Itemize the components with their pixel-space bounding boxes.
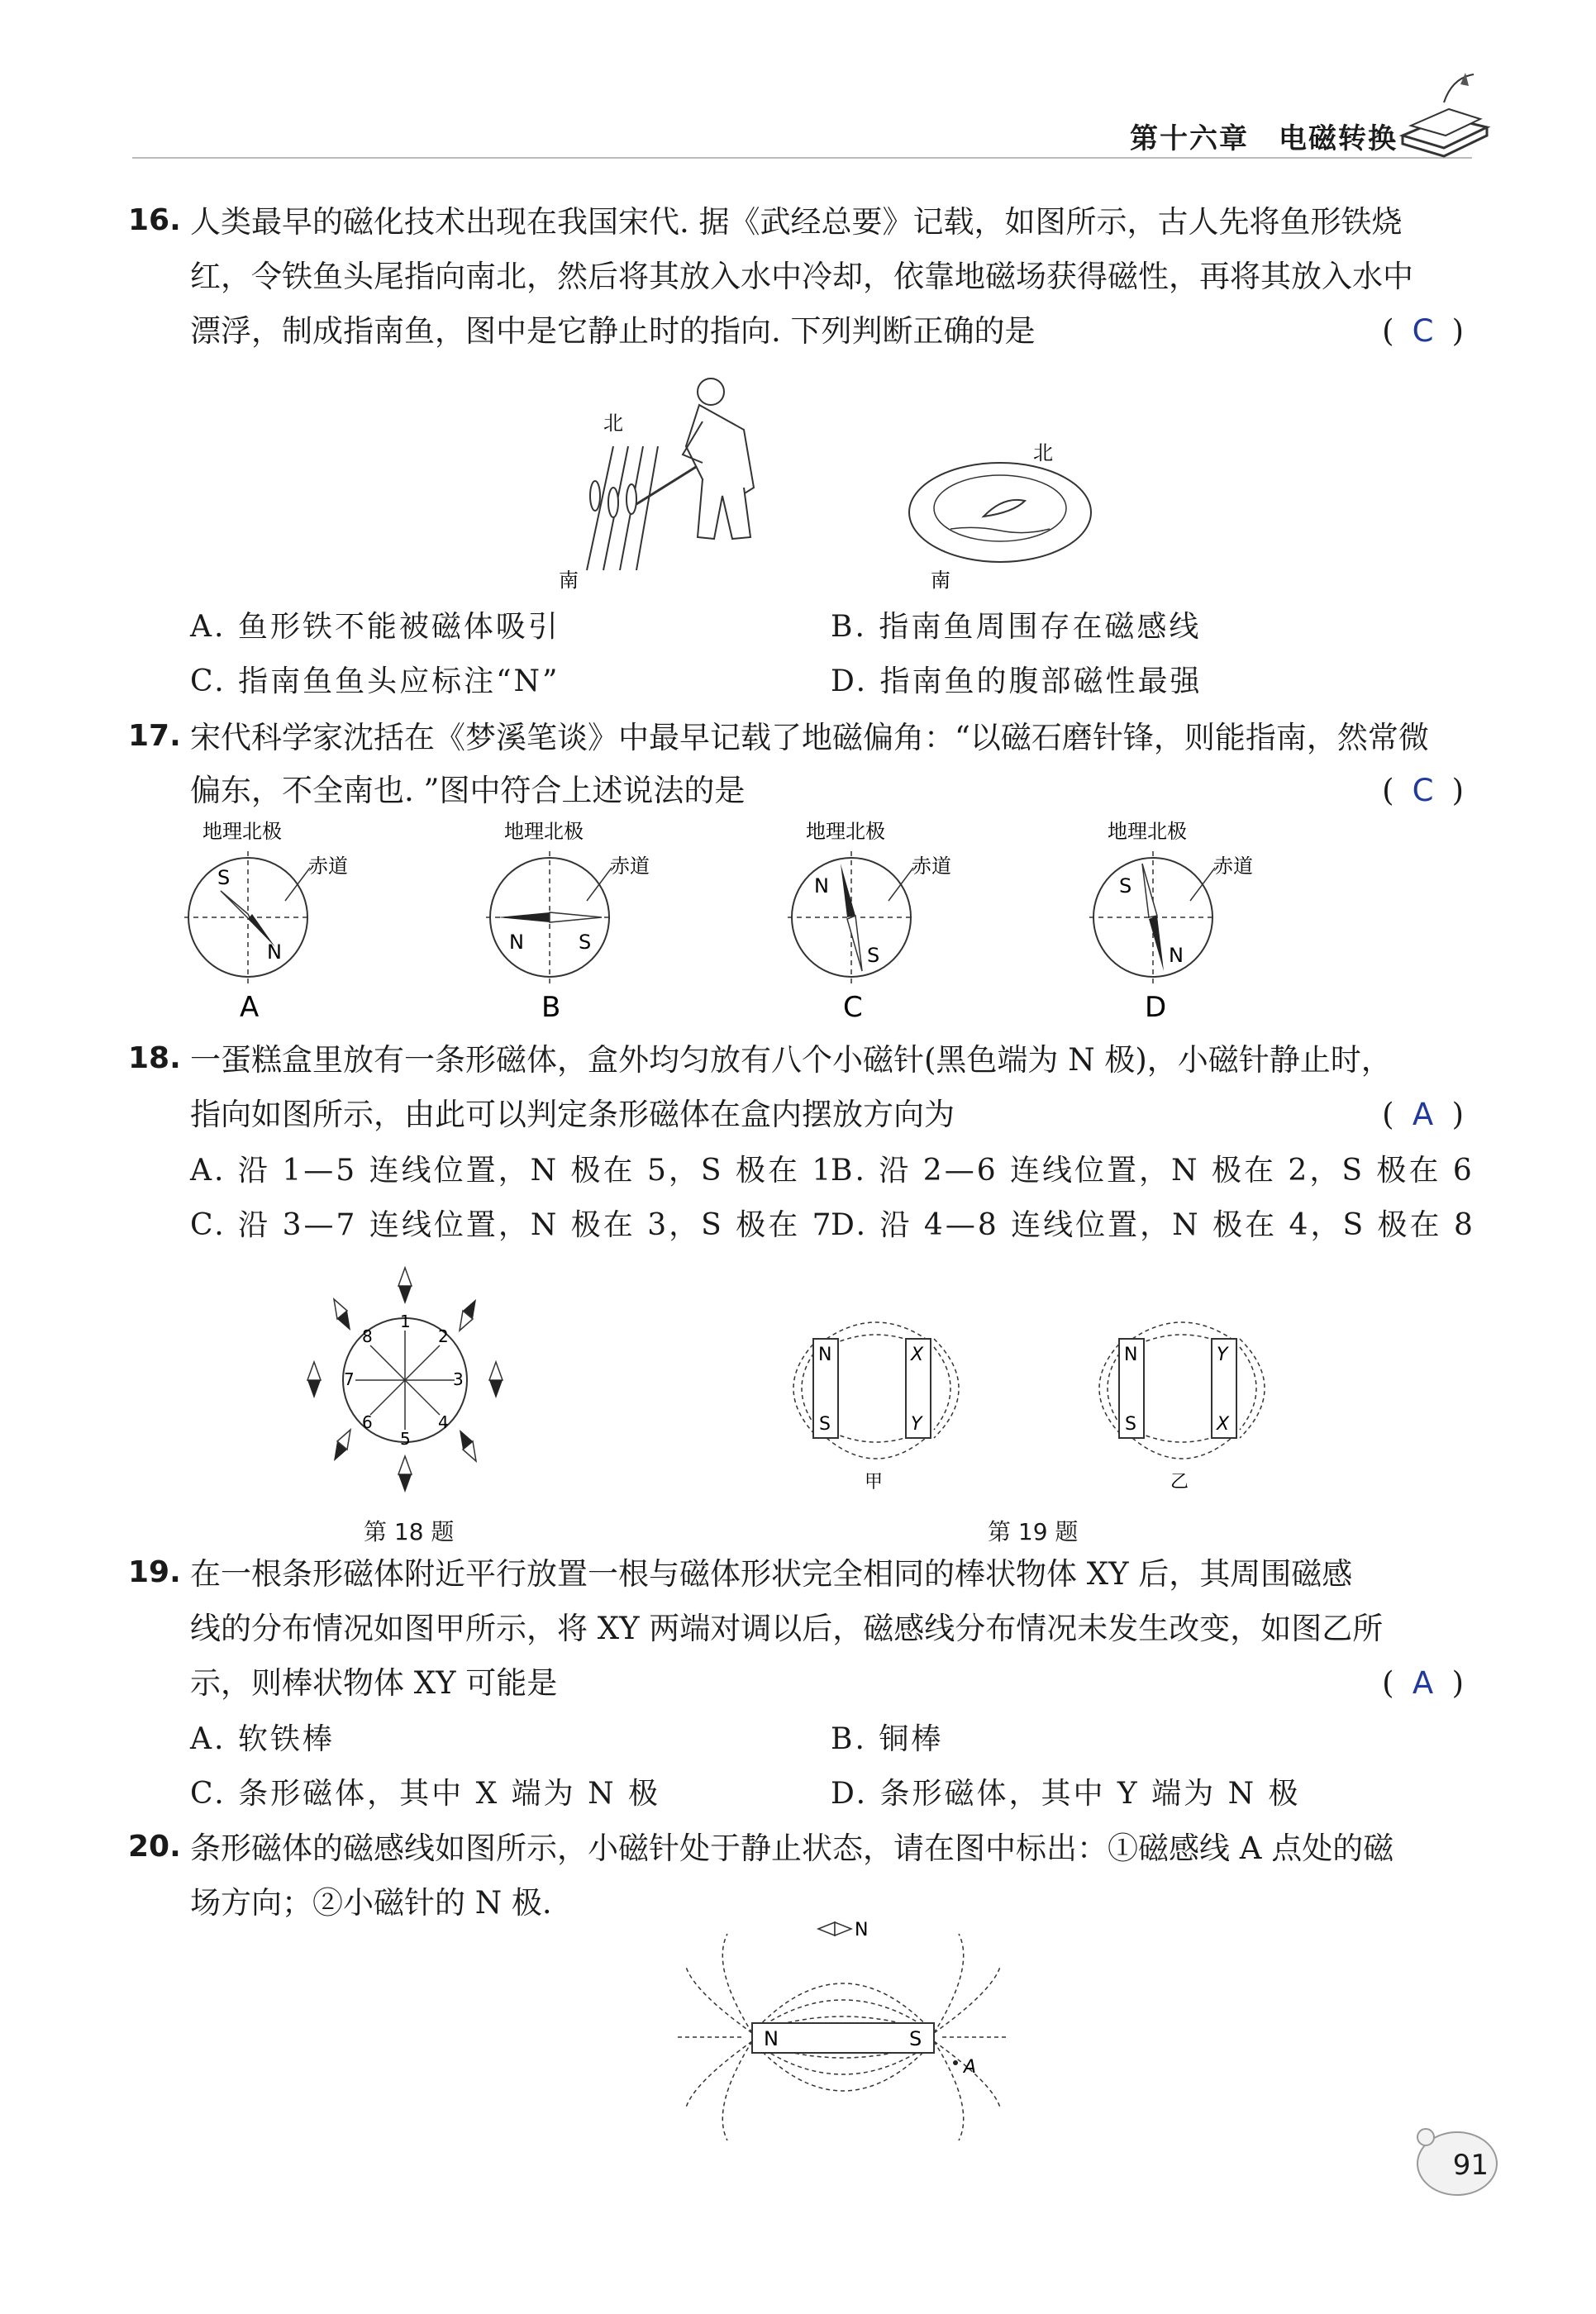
q19-jia-x: X [911,1345,924,1365]
question-19-line-3: 示，则棒状物体 XY 可能是 [190,1665,558,1701]
q18-needle-bottom-left [334,1430,350,1461]
q19-jia-s: S [819,1414,831,1435]
question-19-answer-letter: A [1412,1665,1434,1701]
q18-caption: 第 18 题 [364,1518,455,1545]
question-16-number: 16. [128,203,181,237]
q19-jia-label: 甲 [865,1472,884,1493]
q17-a-s-label: S [217,866,231,889]
question-16-option-d: D. 指南鱼的腹部磁性最强 [831,664,1203,698]
q17-b-n-label: N [509,931,524,954]
question-19-answer: ( A ) [1382,1656,1464,1711]
question-16-line-3: 漂浮，制成指南鱼，图中是它静止时的指向. 下列判断正确的是 [190,313,1036,349]
q16-south-label: 南 [559,569,579,592]
q18-needle-top-right [460,1299,476,1331]
q20-magnet-n: N [764,2027,779,2050]
q17-d-equator-label: 赤道 [1213,855,1253,878]
q18-num-3: 3 [453,1369,464,1389]
q17-compass-a [178,818,368,1025]
question-18-number: 18. [128,1041,181,1075]
question-17-number: 17. [128,719,181,753]
q20-label-a: A [964,2057,977,2078]
question-16-option-a: A. 鱼形铁不能被磁体吸引 [190,610,560,644]
q19-yi-y: Y [1217,1345,1228,1365]
q16-bowl-north-label: 北 [1033,441,1053,464]
question-19-option-a: A. 软铁棒 [190,1722,335,1756]
q19-yi-x: X [1217,1414,1230,1435]
q20-small-needle [818,1922,851,1935]
question-17-line-2: 偏东，不全南也. ”图中符合上述说法的是 [190,773,746,808]
q18-needle-top [398,1268,412,1304]
q17-d-pole-label: 地理北极 [1108,820,1187,843]
question-16-answer: ( C ) [1382,304,1464,359]
question-19-option-c: C. 条形磁体，其中 X 端为 N 极 [190,1777,661,1811]
question-19-option-b: B. 铜棒 [831,1722,944,1756]
q18-needle-bottom [398,1456,412,1493]
question-18-line-2: 指向如图所示，由此可以判定条形磁体在盒内摆放方向为 [190,1097,955,1132]
q17-d-n-label: N [1169,944,1184,967]
q16-figure-fish-cooling [537,364,851,603]
q17-c-pole-label: 地理北极 [806,820,885,843]
q17-d-letter: D [1145,991,1167,1024]
q16-north-label: 北 [603,412,623,435]
chapter-title: 第十六章 电磁转换 [1130,122,1398,155]
question-17-line-1: 宋代科学家沈括在《梦溪笔谈》中最早记载了地磁偏角：“以磁石磨针锋，则能指南，然常微 [190,720,1429,755]
q17-a-letter: A [240,991,260,1024]
q19-figure-jia [769,1314,984,1496]
question-18-answer: ( A ) [1382,1088,1464,1142]
q18-needle-right [489,1362,503,1398]
q17-compass-b [479,818,669,1025]
question-18-option-d: D. 沿 4—8 连线位置，N 极在 4，S 极在 8 [831,1208,1475,1242]
question-16-line-1: 人类最早的磁化技术出现在我国宋代. 据《武经总要》记载，如图所示，古人先将鱼形铁烧 [190,204,1403,240]
q17-c-letter: C [843,991,863,1024]
q18-num-6: 6 [362,1412,373,1432]
q17-b-letter: B [541,991,561,1024]
q18-num-5: 5 [400,1429,411,1449]
question-18-option-a: A. 沿 1—5 连线位置，N 极在 5，S 极在 1 [190,1154,834,1188]
question-17-answer-letter: C [1412,773,1434,808]
question-16-line-2: 红，令铁鱼头尾指向南北，然后将其放入水中冷却，依靠地磁场获得磁性，再将其放入水中 [190,259,1413,294]
question-20-line-1: 条形磁体的磁感线如图所示，小磁针处于静止状态，请在图中标出：①磁感线 A 点处的磁 [190,1831,1394,1866]
q17-c-equator-label: 赤道 [912,855,951,878]
q17-a-equator-label: 赤道 [308,855,348,878]
q19-jia-n: N [818,1345,832,1365]
q18-num-1: 1 [400,1312,411,1331]
question-16-option-c: C. 指南鱼鱼头应标注“N” [190,664,560,698]
q17-c-n-label: N [814,874,829,898]
q17-a-pole-label: 地理北极 [202,820,282,843]
q17-a-n-label: N [267,940,282,964]
q17-b-equator-label: 赤道 [610,855,650,878]
q16-figure-bowl [901,438,1099,595]
q19-jia-y: Y [911,1414,922,1435]
q20-magnet-s: S [909,2027,922,2050]
q18-num-7: 7 [344,1369,355,1389]
question-20-line-2: 场方向；②小磁针的 N 极. [190,1885,552,1921]
question-19-line-2: 线的分布情况如图甲所示，将 XY 两端对调以后，磁感线分布情况未发生改变，如图乙所 [190,1611,1384,1646]
q17-d-s-label: S [1119,874,1132,898]
q17-b-pole-label: 地理北极 [504,820,584,843]
q19-figure-yi [1074,1314,1289,1496]
q17-compass-c [781,818,971,1025]
question-18-answer-letter: A [1412,1097,1434,1132]
question-19-number: 19. [128,1555,181,1589]
q18-figure-cake-box [289,1256,521,1504]
book-stack-icon [1394,69,1494,160]
q18-num-4: 4 [438,1412,449,1432]
question-19-line-1: 在一根条形磁体附近平行放置一根与磁体形状完全相同的棒状物体 XY 后，其周围磁感 [190,1556,1353,1592]
q20-needle-n: N [855,1920,869,1940]
q18-num-8: 8 [362,1326,373,1346]
q17-compass-d [1083,818,1273,1025]
q18-num-2: 2 [438,1326,449,1346]
q20-figure-bar-magnet [678,1917,1008,2157]
q18-needle-bottom-right [460,1430,476,1461]
q17-c-s-label: S [867,944,880,967]
page-number: 91 [1452,2149,1489,2182]
question-20-number: 20. [128,1830,181,1864]
question-18-line-1: 一蛋糕盒里放有一条形磁体，盒外均匀放有八个小磁针(黑色端为 N 极)，小磁针静止时， [190,1042,1392,1078]
question-18-option-b: B. 沿 2—6 连线位置，N 极在 2，S 极在 6 [831,1154,1475,1188]
q20-point-a [953,2060,958,2065]
q18-needle-top-left [334,1299,350,1331]
q17-b-s-label: S [579,931,592,954]
q19-caption: 第 19 题 [988,1518,1079,1545]
question-16-answer-letter: C [1412,313,1434,349]
q19-yi-n: N [1124,1345,1138,1365]
question-17-answer: ( C ) [1382,764,1464,818]
q18-needle-left [307,1362,321,1398]
header-divider [132,157,1472,159]
question-19-option-d: D. 条形磁体，其中 Y 端为 N 极 [831,1777,1301,1811]
q19-yi-s: S [1125,1414,1136,1435]
question-18-option-c: C. 沿 3—7 连线位置，N 极在 3，S 极在 7 [190,1208,834,1242]
question-16-option-b: B. 指南鱼周围存在磁感线 [831,610,1202,644]
q16-bowl-south-label: 南 [931,569,950,592]
q19-yi-label: 乙 [1170,1472,1189,1493]
